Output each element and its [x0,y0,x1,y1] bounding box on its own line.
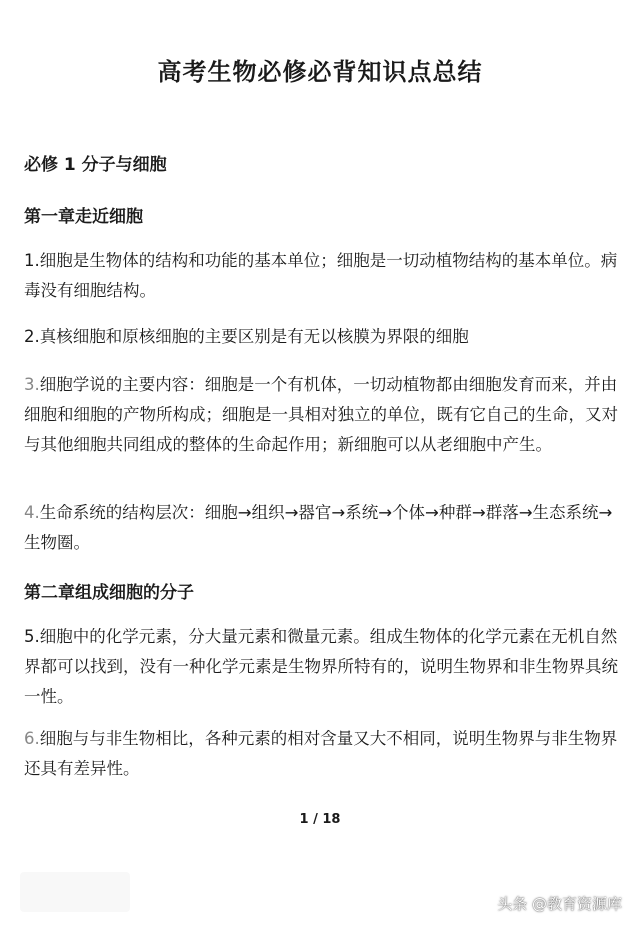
paragraph-number: 4. [24,503,40,522]
paragraph-3 [24,370,620,460]
paragraph-4 [24,498,620,558]
source-watermark: 头条 @教育资源库 [497,895,622,913]
chapter-heading-1: 第一章走近细胞 [24,207,143,227]
paragraph-text: 细胞中的化学元素，分大量元素和微量元素。组成生物体的化学元素在无机自然界都可以找到，没有一种化学元素是生物界所特有的，说明生物界和非生物界具统一性。 [24,627,618,706]
paragraph-number: 5. [24,627,40,646]
chapter-heading-2: 第二章组成细胞的分子 [24,583,194,603]
paragraph-text: 真核细胞和原核细胞的主要区别是有无以核膜为界限的细胞 [39,327,469,346]
paragraph-2 [24,322,620,352]
paragraph-6 [24,724,620,784]
paragraph-text: 细胞与与非生物相比，各种元素的相对含量又大不相同，说明生物界与非生物界还具有差异性。 [24,729,618,778]
page-number: 1 / 18 [299,812,341,827]
paragraph-number: 6. [24,729,40,748]
paragraph-number: 3. [24,375,40,394]
faint-logo-watermark [20,872,130,912]
module-heading: 必修 1 分子与细胞 [24,155,167,175]
paragraph-text: 生命系统的结构层次：细胞→组织→器官→系统→个体→种群→群落→生态系统→生物圈。 [24,503,613,552]
paragraph-number: 2. [24,327,40,346]
paragraph-5 [24,622,620,712]
paragraph-number: 1. [24,251,40,270]
paragraph-text: 细胞学说的主要内容：细胞是一个有机体，一切动植物都由细胞发育而来，并由细胞和细胞的产物所构成；细胞是一具相对独立的单位，既有它自己的生命，又对与其他细胞共同组成的整体的生命起作用；新细胞可以从老细胞中产生。 [24,375,618,454]
page-title: 高考生物必修必背知识点总结 [157,58,483,86]
paragraph-1 [24,246,620,306]
paragraph-text: 细胞是生物体的结构和功能的基本单位；细胞是一切动植物结构的基本单位。病毒没有细胞结构。 [24,251,618,300]
